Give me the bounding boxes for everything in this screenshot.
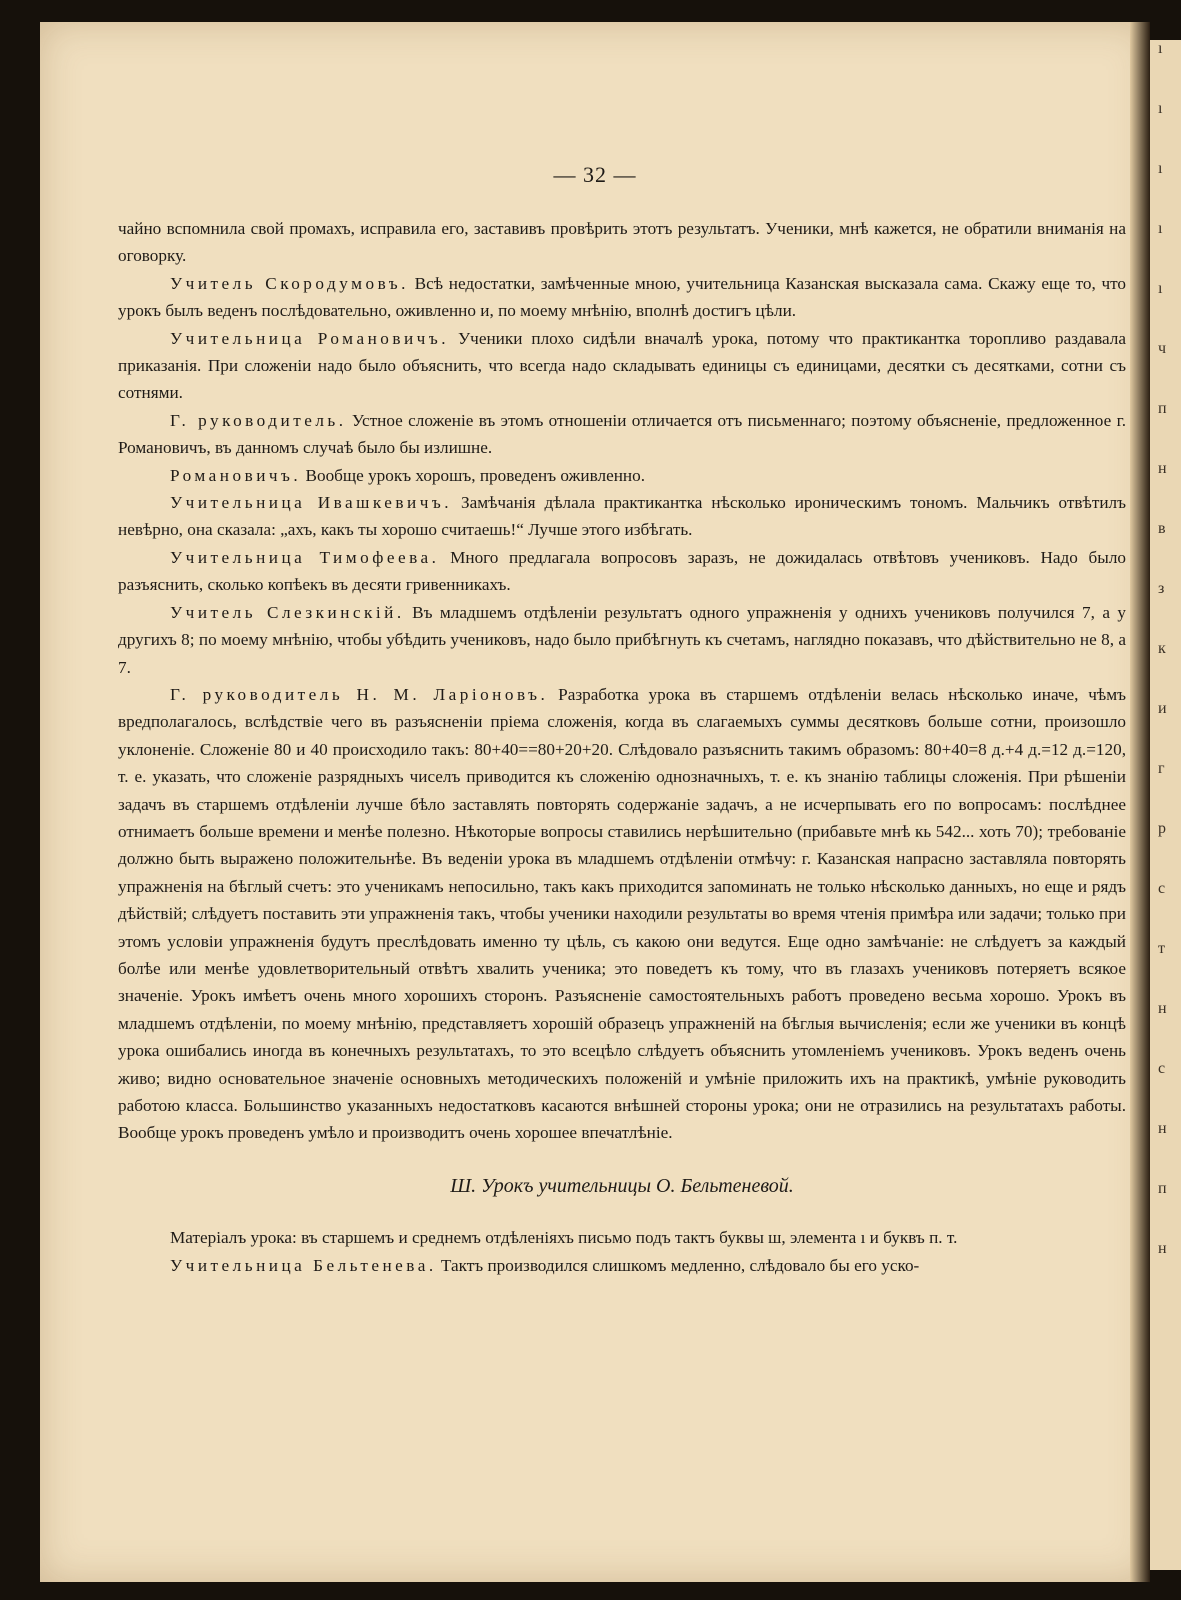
next-page-fragment: н: [1158, 1240, 1167, 1257]
paragraph-text: Разработка урока въ старшемъ отдѣленіи велась нѣсколько иначе, чѣмъ вредполагалось, вслѣдствіе чего въ разъясненіи пріема сложенія, когда въ слагаемыхъ суммы десятковъ больше сотни, произошло уклоненіе. Сложеніе 80 и 40 происходило такъ: 80+40==80+20+20. Слѣдовало разъяснить такимъ образомъ: 80+40=8 д.+4 д.=12 д.=120, т. е. указать, что сложеніе разрядныхъ чиселъ приводится къ сложенію однозначныхъ, т. е. къ знанію таблицы сложенія. При рѣшеніи задачъ въ старшемъ отдѣленіи лучше бѣло заставлять повторять содержаніе задачъ, а не исчерпывать его по вопросамъ: послѣднее отнимаетъ больше времени и менѣе полезно. Нѣкоторые вопросы ставились нерѣшительно (прибавьте мнѣ кь 542... хоть 70); требованіе должно быть выражено положительнѣе. Въ веденіи урока въ младшемъ отдѣленіи отмѣчу: г. Казанская напрасно заставляла повторять упражненія на бѣглый счетъ: это ученикамъ непосильно, такъ какъ приходится запоминать не только нѣсколько данныхъ, но еще и рядъ дѣйствій; слѣдуетъ поставить эти упражненія такъ, чтобы ученики находили результаты во время чтенія примѣра или задачи; только при этомъ условіи упражненія будутъ преслѣдовать именно ту цѣль, съ какою они ведутся. Еще одно замѣчаніе: не слѣдуетъ за каждый болѣе или менѣе удовлетворительный отвѣтъ хвалить ученика; это поведетъ къ тому, что въ глазахъ учениковъ потеряетъ всякое значеніе. Урокъ имѣетъ очень много хорошихъ сторонъ. Разъясненіе самостоятельныхъ работъ проведено весьма хорошо. Урокъ въ младшемъ отдѣленіи, по моему мнѣнію, представляетъ хорошій образецъ упражненій на бѣглыя вычисленія; если же ученики въ концѣ урока ошибались иногда въ конечныхъ результатахъ, то это всецѣло слѣдуетъ объяснить утомленіемъ учениковъ. Урокъ веденъ очень живо; видно основательное значеніе основныхъ методическихъ положеній и умѣніе приложить ихъ на практикѣ, умѣніе руководить работою класса. Большинство указанныхъ недостатковъ касаются внѣшней стороны урока; они не отразились на результатахъ работы. Вообще урокъ проведенъ умѣло и производитъ очень хорошее впечатлѣніе.: [118, 684, 1126, 1143]
speaker-name: Г. руководитель Н. М. Ларіоновъ.: [170, 684, 549, 704]
paragraph-text: Тактъ производился слишкомъ медленно, слѣдовало бы его уско-: [436, 1255, 920, 1275]
next-page-fragment: ı: [1158, 220, 1163, 237]
next-page-fragment: н: [1158, 1120, 1167, 1137]
next-page-fragment: к: [1158, 640, 1166, 657]
paragraph: [118, 1252, 1126, 1279]
speaker-name: Учительница Ивашкевичъ.: [170, 493, 453, 513]
paragraph: [118, 1224, 1126, 1251]
speaker-name: Учительница Тимофеева.: [170, 547, 440, 567]
speaker-name: Учительница Романовичъ.: [170, 328, 450, 348]
next-page-fragment: г: [1158, 760, 1165, 777]
next-page-fragment: с: [1158, 880, 1166, 897]
paragraph-text: Ученики плохо сидѣли вначалѣ урока, потому что практикантка торопливо раздавала приказанія. При сложеніи надо было объяснить, что всегда надо складывать единицы съ единицами, десятки съ десятками, сотни съ сотнями.: [118, 328, 1126, 403]
next-page-fragment: п: [1158, 1180, 1167, 1197]
speaker-name: Учитель Скородумовъ.: [170, 273, 409, 293]
next-page-fragment: н: [1158, 1000, 1167, 1017]
speaker-name: Романовичъ.: [170, 465, 302, 485]
paragraph-text: Вообще урокъ хорошъ, проведенъ оживленно.: [301, 465, 646, 485]
document-page: [40, 22, 1150, 1582]
paragraph: [118, 407, 1126, 462]
paragraph: [118, 215, 1126, 270]
paragraph: [118, 544, 1126, 599]
next-page-fragment: ч: [1158, 340, 1167, 357]
next-page-fragment: ı: [1158, 100, 1163, 117]
next-page-fragment: ı: [1158, 40, 1163, 57]
paragraph-text: чайно вспомнила свой промахъ, исправила его, заставивъ провѣрить этотъ результатъ. Ученики, мнѣ кажется, не обратили вниманія на оговорку.: [118, 219, 1126, 266]
book-gutter: [1130, 22, 1150, 1582]
paragraph: [118, 462, 1126, 489]
paragraph: [118, 325, 1126, 407]
paragraph: [118, 681, 1126, 1147]
paragraph-text: Въ младшемъ отдѣленіи результатъ одного упражненія у однихъ учениковъ получился 7, а у другихъ 8; по моему мнѣнію, чтобы убѣдить учениковъ, надо было прибѣгнуть къ счетамъ, наглядно показавъ, что дѣйствительно не 8, а 7.: [118, 602, 1126, 677]
next-page-edge: [1150, 40, 1181, 1570]
paragraph-text: Замѣчанія дѣлала практикантка нѣсколько ироническимъ тономъ. Мальчикъ отвѣтилъ невѣрно, она сказала: „ахъ, какъ ты хорошо считаешь!“ Лучше этого избѣгать.: [118, 493, 1126, 540]
next-page-fragment: и: [1158, 700, 1167, 717]
section-heading: Ш. Урокъ учительницы О. Бельтеневой.: [450, 1174, 794, 1197]
paragraph: [118, 489, 1126, 544]
paragraph-text: Матеріалъ урока: въ старшемъ и среднемъ отдѣленіяхъ письмо подъ тактъ буквы ш, элемента ı и буквъ п. т.: [170, 1228, 958, 1248]
paragraph: [118, 270, 1126, 325]
next-page-fragment: в: [1158, 520, 1166, 537]
paragraph-text: Много предлагала вопросовъ заразъ, не дожидалась отвѣтовъ учениковъ. Надо было разъяснить, сколько копѣекъ въ десяти гривенникахъ.: [118, 547, 1126, 595]
next-page-fragment: ı: [1158, 280, 1163, 297]
speaker-name: Г. руководитель.: [170, 410, 347, 430]
speaker-name: Учительница Бельтенева.: [170, 1255, 437, 1275]
paragraph-text: Всѣ недостатки, замѣченные мною, учительница Казанская высказала сама. Скажу еще то, что урокъ былъ веденъ послѣдовательно, оживленно и, по моему мнѣнію, вполнѣ достигъ цѣли.: [118, 273, 1127, 321]
paragraph-text: Устное сложеніе въ этомъ отношеніи отличается отъ письменнаго; поэтому объясненіе, предложенное г. Романовичъ, въ данномъ случаѣ было бы излишне.: [118, 410, 1126, 458]
paragraph: [118, 599, 1126, 681]
page-body: [118, 215, 1126, 1279]
next-page-fragment: п: [1158, 400, 1167, 417]
page-number: — 32 —: [553, 162, 637, 187]
next-page-fragment: т: [1158, 940, 1165, 957]
speaker-name: Учитель Слезкинскій.: [170, 602, 405, 622]
next-page-fragment: з: [1158, 580, 1165, 597]
next-page-fragment: ı: [1158, 160, 1163, 177]
next-page-fragment: р: [1158, 820, 1166, 837]
next-page-fragment: с: [1158, 1060, 1166, 1077]
next-page-fragment: н: [1158, 460, 1167, 477]
